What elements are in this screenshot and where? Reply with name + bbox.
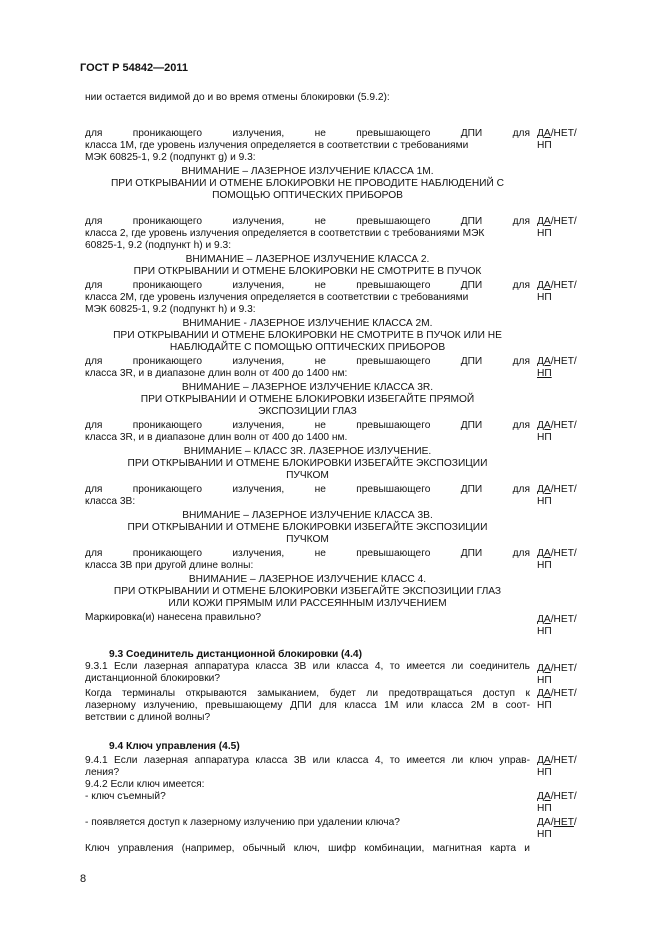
item5-line1: для проникающего излучения, не превышающего ДПИ для	[85, 420, 530, 431]
item2-line3: 60825-1, 9.2 (подпункт h) и 9.3:	[85, 240, 232, 251]
answer-box: ДА/НЕТ/ НП	[537, 280, 577, 303]
answer-box: ДА/НЕТ/ НП	[537, 663, 577, 686]
document-id: ГОСТ Р 54842—2011	[80, 62, 188, 74]
item4-warning3: ЭКСПОЗИЦИИ ГЛАЗ	[258, 406, 357, 417]
q931-line1: 9.3.1 Если лазерная аппаратура класса 3В или класса 4, то имеется ли соединитель	[85, 661, 530, 672]
q941-line1: 9.4.1 Если лазерная аппаратура класса 3В или класса 4, то имеется ли ключ управ-	[85, 755, 530, 766]
q942: 9.4.2 Если ключ имеется:	[85, 779, 205, 790]
item1-warning3: ПОМОЩЬЮ ОПТИЧЕСКИХ ПРИБОРОВ	[212, 190, 403, 201]
item1-warning2: ПРИ ОТКРЫВАНИИ И ОТМЕНЕ БЛОКИРОВКИ НЕ ПРОВОДИТЕ НАБЛЮДЕНИЙ С	[110, 178, 505, 189]
page-number: 8	[80, 873, 87, 885]
item6-warning2: ПРИ ОТКРЫВАНИИ И ОТМЕНЕ БЛОКИРОВКИ ИЗБЕГАЙТЕ ЭКСПОЗИЦИИ	[127, 522, 488, 533]
item5-line2: класса 3R, и в диапазоне длин волн от 400 до 1400 нм.	[85, 432, 348, 443]
item6-warning3: ПУЧКОМ	[286, 534, 329, 545]
answer-box: ДА/НЕТ/ НП	[537, 128, 577, 151]
answer-box: ДА/НЕТ/ НП	[537, 614, 577, 637]
q931-line2: дистанционной блокировки?	[85, 673, 221, 684]
answer-box: ДА/НЕТ/ НП	[537, 420, 577, 443]
answer-box: ДА/НЕТ/ НП	[537, 755, 577, 778]
answer-box: ДА/НЕТ/ НП	[537, 356, 577, 379]
answer-box: ДА/НЕТ/ НП	[537, 216, 577, 239]
item7-line1: для проникающего излучения, не превышающего ДПИ для	[85, 548, 530, 559]
item2-line1: для проникающего излучения, не превышающего ДПИ для	[85, 216, 530, 227]
item5-warning3: ПУЧКОМ	[286, 470, 329, 481]
item7-line2: класса 3В при другой длине волны:	[85, 560, 254, 571]
q941-line2: ления?	[85, 767, 120, 778]
item7-warning2: ПРИ ОТКРЫВАНИИ И ОТМЕНЕ БЛОКИРОВКИ ИЗБЕГАЙТЕ ЭКСПОЗИЦИИ ГЛАЗ	[113, 586, 502, 597]
item1-line2: класса 1М, где уровень излучения определяется в соответствии с требованиями	[85, 140, 469, 151]
item1-line3: МЭК 60825-1, 9.2 (подпункт g) и 9.3:	[85, 152, 256, 163]
marking-question: Маркировка(и) нанесена правильно?	[85, 612, 262, 623]
item1-warning1: ВНИМАНИЕ – ЛАЗЕРНОЕ ИЗЛУЧЕНИЕ КЛАССА 1М.	[181, 166, 434, 177]
answer-box: ДА/НЕТ/ НП	[537, 791, 577, 814]
item6-warning1: ВНИМАНИЕ – ЛАЗЕРНОЕ ИЗЛУЧЕНИЕ КЛАССА 3В.	[182, 510, 433, 521]
item1-line1: для проникающего излучения, не превышающего ДПИ для	[85, 128, 530, 139]
item3-line2: класса 2М, где уровень излучения определяется в соответствии с требованиями	[85, 292, 469, 303]
item3-warning3: НАБЛЮДАЙТЕ С ПОМОЩЬЮ ОПТИЧЕСКИХ ПРИБОРОВ	[169, 342, 446, 353]
q931b-line1: Когда терминалы открываются замыканием, будет ли предотвращаться доступ к	[85, 688, 530, 699]
item4-warning2: ПРИ ОТКРЫВАНИИ И ОТМЕНЕ БЛОКИРОВКИ ИЗБЕГАЙТЕ ПРЯМОЙ	[140, 394, 475, 405]
answer-box: ДА/НЕТ/ НП	[537, 817, 577, 840]
section-9-4-title: 9.4 Ключ управления (4.5)	[109, 741, 240, 752]
intro-text: нии остается видимой до и во время отмены блокировки (5.9.2):	[85, 92, 390, 103]
item3-line3: МЭК 60825-1, 9.2 (подпункт h) и 9.3:	[85, 304, 256, 315]
item3-warning1: ВНИМАНИЕ - ЛАЗЕРНОЕ ИЗЛУЧЕНИЕ КЛАССА 2М.	[182, 318, 433, 329]
q931b-line3: ветствии с длиной волны?	[85, 712, 211, 723]
item3-warning2: ПРИ ОТКРЫВАНИИ И ОТМЕНЕ БЛОКИРОВКИ НЕ СМОТРИТЕ В ПУЧОК ИЛИ НЕ	[113, 330, 502, 341]
item2-line2: класса 2, где уровень излучения определяется в соответствии с требованиями МЭК	[85, 228, 485, 239]
q931b-line2: лазерному излучению, превышающему ДПИ для класса 1М или класса 2М в соот-	[85, 700, 530, 711]
item5-warning2: ПРИ ОТКРЫВАНИИ И ОТМЕНЕ БЛОКИРОВКИ ИЗБЕГАЙТЕ ЭКСПОЗИЦИИ	[127, 458, 488, 469]
q942a: - ключ съемный?	[85, 791, 166, 802]
item7-warning1: ВНИМАНИЕ – ЛАЗЕРНОЕ ИЗЛУЧЕНИЕ КЛАСС 4.	[188, 574, 427, 585]
item6-line2: класса 3В:	[85, 496, 136, 507]
item2-warning2: ПРИ ОТКРЫВАНИИ И ОТМЕНЕ БЛОКИРОВКИ НЕ СМОТРИТЕ В ПУЧОК	[133, 266, 482, 277]
item4-line1: для проникающего излучения, не превышающего ДПИ для	[85, 356, 530, 367]
item6-line1: для проникающего излучения, не превышающего ДПИ для	[85, 484, 530, 495]
answer-box: ДА/НЕТ/ НП	[537, 484, 577, 507]
item4-warning1: ВНИМАНИЕ – ЛАЗЕРНОЕ ИЗЛУЧЕНИЕ КЛАССА 3R.	[181, 382, 434, 393]
section-9-3-title: 9.3 Соединитель дистанционной блокировки (4.4)	[109, 649, 362, 660]
item3-line1: для проникающего излучения, не превышающего ДПИ для	[85, 280, 530, 291]
footer-text: Ключ управления (например, обычный ключ, шифр комбинации, магнитная карта и	[85, 843, 530, 854]
item4-line2: класса 3R, и в диапазоне длин волн от 400 до 1400 нм:	[85, 368, 348, 379]
item7-warning3: ИЛИ КОЖИ ПРЯМЫМ ИЛИ РАССЕЯННЫМ ИЗЛУЧЕНИЕМ	[168, 598, 447, 609]
answer-box: ДА/НЕТ/ НП	[537, 688, 577, 711]
answer-box: ДА/НЕТ/ НП	[537, 548, 577, 571]
item5-warning1: ВНИМАНИЕ – КЛАСС 3R. ЛАЗЕРНОЕ ИЗЛУЧЕНИЕ.	[183, 446, 432, 457]
item2-warning1: ВНИМАНИЕ – ЛАЗЕРНОЕ ИЗЛУЧЕНИЕ КЛАССА 2.	[185, 254, 430, 265]
q942b: - появляется доступ к лазерному излучению при удалении ключа?	[85, 817, 400, 828]
